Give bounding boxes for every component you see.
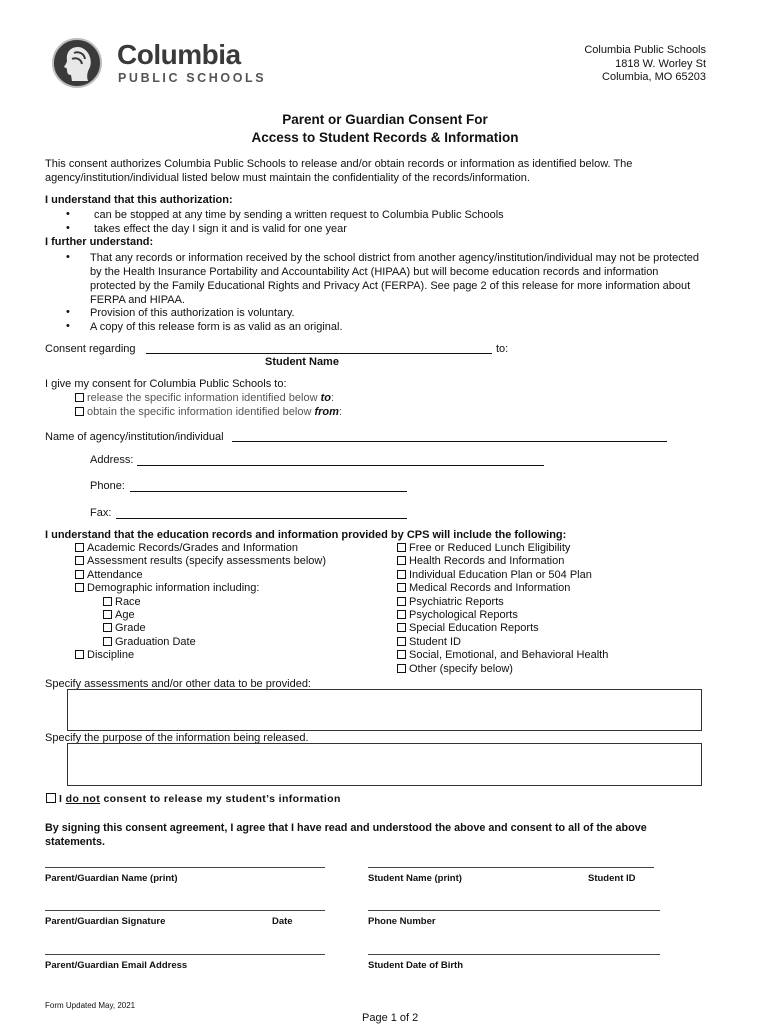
phone-line[interactable] [130,491,407,492]
bullet-icon: • [66,306,70,318]
do-not-consent-checkbox[interactable] [46,793,56,803]
understand-heading: I understand that this authorization: [45,194,233,206]
student-name-label: Student Name [265,356,339,368]
demographic-option[interactable]: Age [75,609,326,622]
form-title: Parent or Guardian Consent For Access to Student Records & Information [251,112,519,145]
checkbox[interactable] [397,650,406,659]
parent-name-line[interactable] [45,867,325,868]
record-option[interactable]: Free or Reduced Lunch Eligibility [397,542,608,555]
parent-email-label: Parent/Guardian Email Address [45,960,188,971]
checkbox[interactable] [103,637,112,646]
consent-regarding-label: Consent regarding [45,343,136,355]
parent-name-label: Parent/Guardian Name (print) [45,873,178,884]
student-name-line[interactable] [146,353,492,354]
checkbox[interactable] [397,597,406,606]
records-left-column [75,542,326,663]
checkbox[interactable] [397,543,406,552]
checkbox[interactable] [75,650,84,659]
fax-label: Fax: [90,507,112,519]
student-dob-line[interactable] [368,954,660,955]
district-address: Columbia Public Schools 1818 W. Worley St Columbia, MO 65203 [584,44,706,83]
parent-signature-label: Parent/Guardian Signature [45,916,166,927]
checkbox[interactable] [103,597,112,606]
intro-text: This consent authorizes Columbia Public Schools to release and/or obtain records or information as identified below. The agency/institution/individual listed below must maintain the confidentiality of the records/information. [45,158,633,184]
checkbox[interactable] [397,664,406,673]
form-updated: Form Updated May, 2021 [45,1001,136,1010]
further-item-2: Provision of this authorization is voluntary. [90,307,295,319]
bullet-icon: • [66,320,70,332]
record-option[interactable]: Assessment results (specify assessments below) [75,555,326,568]
obtain-checkbox[interactable] [75,407,84,416]
record-option[interactable]: Individual Education Plan or 504 Plan [397,569,608,582]
further-item-1: That any records or information received by the school district from another agency/institution/individual may not be protected by the Health Insurance Portability and Accountability Act (HIPAA) but will become education records and information protected by the Family Educational Rights and Privacy Act (FERPA). See page 2 of this release for more information about FERPA and HIPAA. [90,252,699,306]
record-option[interactable]: Medical Records and Information [397,582,608,595]
obtain-option[interactable]: obtain the specific information identified below from: [75,405,342,419]
checkbox[interactable] [75,583,84,592]
record-option[interactable]: Special Education Reports [397,622,608,635]
checkbox[interactable] [103,623,112,632]
checkbox[interactable] [397,623,406,632]
page-number: Page 1 of 2 [362,1012,419,1024]
agency-line[interactable] [232,441,667,442]
phone-label: Phone: [90,480,125,492]
record-option[interactable]: Academic Records/Grades and Information [75,542,326,555]
specify-purpose-label: Specify the purpose of the information being released. [45,732,309,744]
bullet-icon: • [66,208,70,220]
specify-assessments-box[interactable] [67,689,702,731]
checkbox[interactable] [397,570,406,579]
records-heading: I understand that the education records and information provided by CPS will include the following: [45,529,567,541]
phone-number-label: Phone Number [368,916,436,927]
checkbox[interactable] [103,610,112,619]
record-option[interactable]: Health Records and Information [397,555,608,568]
records-right-column [397,542,608,676]
parent-email-line[interactable] [45,954,325,955]
parent-signature-line[interactable] [45,910,325,911]
demographic-option[interactable]: Graduation Date [75,636,326,649]
release-option[interactable]: release the specific information identified below to: [75,391,334,405]
student-dob-label: Student Date of Birth [368,960,463,971]
fax-line[interactable] [116,518,407,519]
phone-number-line[interactable] [368,910,660,911]
checkbox[interactable] [397,583,406,592]
give-consent-text: I give my consent for Columbia Public Schools to: [45,378,287,390]
record-option[interactable]: Demographic information including: [75,582,326,595]
student-id-label: Student ID [588,873,636,884]
checkbox[interactable] [75,543,84,552]
specify-purpose-box[interactable] [67,743,702,786]
date-label: Date [272,916,293,927]
checkbox[interactable] [397,610,406,619]
specify-assessments-label: Specify assessments and/or other data to be provided: [45,678,311,690]
record-option[interactable]: Psychological Reports [397,609,608,622]
further-item-3: A copy of this release form is as valid as an original. [90,321,343,333]
record-option[interactable]: Other (specify below) [397,663,608,676]
profile-silhouette-icon [62,45,92,83]
record-option[interactable]: Social, Emotional, and Behavioral Health [397,649,608,662]
logo-name: Columbia [117,39,241,70]
address-line[interactable] [137,465,544,466]
logo-emblem [52,38,102,88]
record-option[interactable]: Attendance [75,569,326,582]
bullet-icon: • [66,222,70,234]
do-not-consent-option[interactable]: I do not consent to release my student’s information [46,793,341,805]
record-option[interactable]: Student ID [397,636,608,649]
demographic-option[interactable]: Grade [75,622,326,635]
checkbox[interactable] [397,637,406,646]
further-heading: I further understand: [45,236,154,248]
student-name-line-2[interactable] [368,867,654,868]
agency-label: Name of agency/institution/individual [45,431,224,443]
checkbox[interactable] [75,556,84,565]
signing-statement: By signing this consent agreement, I agree that I have read and understood the above and consent to all of the above statements. [45,822,647,848]
bullet-icon: • [66,251,70,263]
release-checkbox[interactable] [75,393,84,402]
demographic-option[interactable]: Race [75,596,326,609]
student-name-print-label: Student Name (print) [368,873,462,884]
understand-item-1: can be stopped at any time by sending a written request to Columbia Public Schools [94,209,504,221]
record-option[interactable]: Discipline [75,649,326,662]
address-label: Address: [90,454,134,466]
logo-subtitle: PUBLIC SCHOOLS [118,71,267,85]
checkbox[interactable] [75,570,84,579]
checkbox[interactable] [397,556,406,565]
understand-item-2: takes effect the day I sign it and is valid for one year [94,223,347,235]
record-option[interactable]: Psychiatric Reports [397,596,608,609]
consent-to-label: to: [496,343,509,355]
